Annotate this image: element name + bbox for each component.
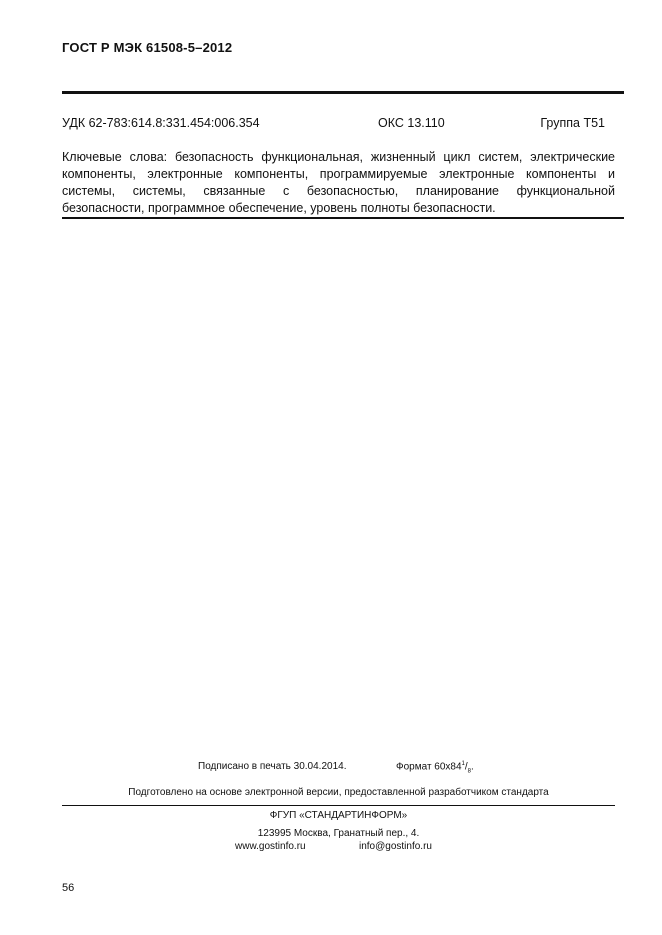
page-number: 56	[62, 882, 75, 894]
contact-links	[235, 841, 465, 855]
publisher-address: 123995 Москва, Гранатный пер., 4.	[257, 828, 420, 839]
prepared-note: Подготовлено на основе электронной версии, предоставленной разработчиком стандарта	[128, 787, 549, 798]
standard-id-header: ГОСТ Р МЭК 61508-5–2012	[62, 40, 233, 55]
email-link[interactable]: info@gostinfo.ru	[359, 841, 432, 852]
keywords-paragraph: Ключевые слова: безопасность функциональная, жизненный цикл систем, электрические компоненты, электронные компоненты, программируемые электронные компоненты и системы, системы, связанные с безопасностью, планирование функциональной безопасности, программное обеспечение, уровень полноты безопасности.	[62, 150, 615, 215]
publisher-name: ФГУП «СТАНДАРТИНФОРМ»	[269, 810, 408, 821]
signed-date: Подписано в печать 30.04.2014.	[198, 761, 347, 772]
paper-format-suffix: .	[471, 761, 474, 773]
udk-code: УДК 62-783:614.8:331.454:006.354	[62, 116, 260, 130]
classification-row	[62, 116, 624, 134]
oks-code: ОКС 13.110	[378, 116, 445, 130]
print-info-line	[198, 761, 498, 775]
paper-format-prefix: Формат 60х84	[396, 761, 462, 773]
header-divider	[62, 91, 624, 94]
imprint-divider	[62, 805, 615, 806]
paper-format-slash: /	[464, 761, 468, 773]
website-link[interactable]: www.gostinfo.ru	[235, 841, 306, 852]
paper-format	[396, 761, 474, 774]
group-code: Группа Т51	[540, 116, 605, 130]
keywords-divider	[62, 217, 624, 219]
paper-format-numerator: 1	[461, 761, 465, 767]
paper-format-denominator: 8	[467, 768, 472, 775]
